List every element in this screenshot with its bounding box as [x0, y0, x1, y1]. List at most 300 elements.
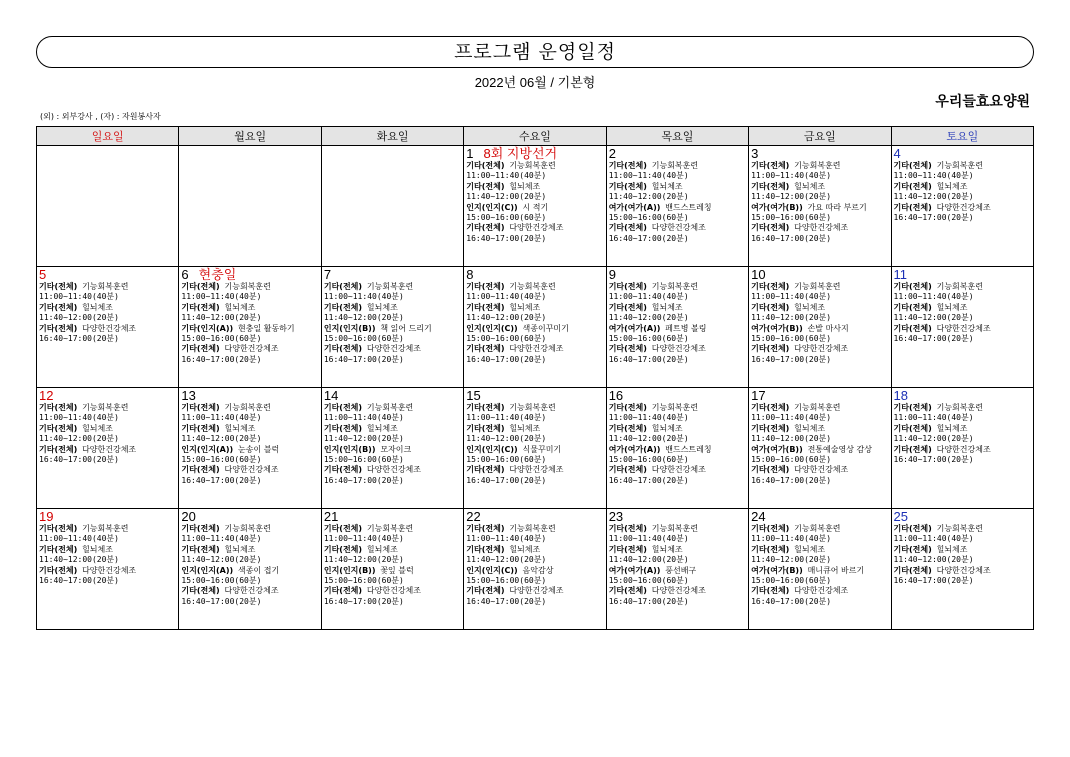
- program-category: 기타(전체): [39, 565, 78, 575]
- program-name: 다양한건강체조: [224, 344, 279, 354]
- program-entry: [609, 203, 746, 224]
- program-entry: [894, 161, 1031, 182]
- day-header: [324, 510, 461, 524]
- program-line: [609, 182, 746, 192]
- program-time: 11:00~11:40(40분): [39, 292, 119, 302]
- program-name: 모자이크: [380, 444, 412, 454]
- program-time: 16:40~17:00(20분): [466, 354, 547, 364]
- program-entry: [324, 545, 461, 566]
- program-name: 기능회복훈련: [936, 282, 983, 291]
- program-entry: [324, 282, 461, 303]
- calendar-day-cell: [37, 146, 179, 267]
- program-entry: [894, 182, 1031, 203]
- program-entry: [466, 586, 603, 607]
- program-category: 기타(전체): [608, 181, 647, 191]
- program-entry: [181, 303, 318, 324]
- program-category: 기타(전체): [466, 161, 505, 170]
- program-line: [39, 424, 176, 434]
- program-category: 기타(전체): [181, 423, 220, 433]
- program-time: 15:00~16:00(60분): [608, 576, 689, 586]
- calendar-day-cell: [37, 267, 179, 388]
- program-entry: [609, 403, 746, 424]
- program-line: [751, 566, 888, 576]
- program-name: 힐뇌체조: [651, 181, 683, 191]
- program-entry: [466, 545, 603, 566]
- program-name: 시 적기: [522, 202, 549, 212]
- program-line: [466, 586, 603, 596]
- calendar-day-cell: [179, 509, 321, 630]
- program-line: [181, 465, 318, 475]
- program-time: 11:00~11:40(40분): [39, 534, 119, 544]
- program-time: 11:40~12:00(20분): [893, 434, 974, 444]
- program-line: [751, 445, 888, 455]
- program-category: 인지(인지(B)): [323, 565, 376, 575]
- program-entry: [751, 566, 888, 587]
- program-line: [466, 282, 603, 292]
- program-category: 기타(전체): [608, 423, 647, 433]
- program-entry: [181, 545, 318, 566]
- program-category: 기타(전체): [323, 524, 363, 533]
- program-name: 가요 따라 부르기: [807, 202, 867, 212]
- calendar-day-cell: [464, 267, 606, 388]
- program-time: 11:00~11:40(40분): [181, 413, 262, 423]
- program-category: 기타(전체): [323, 302, 363, 312]
- program-line: [894, 566, 1031, 576]
- program-line: [609, 403, 746, 413]
- program-time: 11:40~12:00(20분): [181, 555, 262, 565]
- day-number: 12: [39, 388, 54, 403]
- program-entry: [894, 303, 1031, 324]
- program-category: 기타(전체): [466, 423, 505, 433]
- program-category: 기타(전체): [893, 524, 932, 533]
- program-line: [181, 403, 318, 413]
- program-line: [609, 282, 746, 292]
- program-entry: [39, 303, 176, 324]
- program-category: 인지(인지(C)): [466, 323, 518, 333]
- program-name: 기능회복훈련: [651, 161, 699, 170]
- program-line: [324, 282, 461, 292]
- program-category: 기타(전체): [608, 344, 647, 354]
- program-time: 11:00~11:40(40분): [893, 534, 974, 544]
- program-time: 15:00~16:00(60분): [751, 576, 832, 586]
- program-line: [181, 324, 318, 334]
- program-time: 15:00~16:00(60분): [466, 455, 547, 465]
- day-header: [751, 268, 888, 282]
- program-time: 11:40~12:00(20분): [893, 555, 974, 565]
- day-number: 25: [893, 509, 908, 524]
- program-category: 기타(전체): [39, 282, 78, 291]
- program-name: 손발 마사지: [807, 323, 849, 333]
- calendar-day-cell: [891, 509, 1033, 630]
- program-line: [751, 282, 888, 292]
- program-category: 기타(전체): [181, 403, 220, 412]
- program-name: 힐뇌체조: [936, 302, 968, 312]
- program-entry: [324, 445, 461, 466]
- program-line: [466, 324, 603, 334]
- program-name: 다양한건강체조: [651, 586, 706, 596]
- program-line: [181, 445, 318, 455]
- program-name: 기능회복훈련: [366, 282, 414, 291]
- program-category: 기타(전체): [751, 586, 790, 596]
- program-name: 다양한건강체조: [509, 465, 564, 475]
- calendar-day-cell: [891, 388, 1033, 509]
- program-name: 힐뇌체조: [509, 181, 541, 191]
- program-line: [324, 403, 461, 413]
- program-time: 16:40~17:00(20분): [323, 596, 404, 606]
- calendar-day-cell: [321, 509, 463, 630]
- program-time: 11:00~11:40(40분): [466, 171, 547, 181]
- program-category: 여가(여가(B)): [751, 202, 803, 212]
- program-category: 기타(전체): [323, 465, 363, 475]
- calendar-day-cell: [37, 388, 179, 509]
- program-name: 힐뇌체조: [936, 423, 968, 433]
- program-time: 11:00~11:40(40분): [323, 292, 404, 302]
- day-number: 6: [181, 267, 189, 282]
- program-category: 여가(여가(B)): [751, 444, 803, 454]
- program-entry: [751, 203, 888, 224]
- program-entry: [324, 524, 461, 545]
- program-time: 15:00~16:00(60분): [181, 334, 262, 344]
- program-time: 11:40~12:00(20분): [608, 434, 689, 444]
- calendar-day-cell: [749, 146, 891, 267]
- program-entry: [181, 324, 318, 345]
- program-name: 눈송이 블럭: [237, 444, 280, 454]
- calendar-day-cell: [606, 146, 748, 267]
- program-category: 기타(전체): [39, 423, 78, 433]
- calendar-day-cell: [464, 509, 606, 630]
- program-time: 11:00~11:40(40분): [181, 292, 262, 302]
- program-entry: [609, 282, 746, 303]
- program-category: 기타(전체): [181, 465, 220, 475]
- program-line: [894, 161, 1031, 171]
- program-entry: [751, 282, 888, 303]
- day-number: 14: [323, 388, 339, 403]
- program-time: 11:00~11:40(40분): [323, 413, 404, 423]
- program-name: 다양한건강체조: [224, 586, 279, 596]
- program-name: 기능회복훈련: [794, 403, 841, 412]
- program-entry: [751, 445, 888, 466]
- program-name: 식물꾸미기: [522, 444, 562, 454]
- program-name: 기능회복훈련: [936, 161, 983, 170]
- program-name: 음악감상: [522, 565, 554, 575]
- program-time: 11:40~12:00(20분): [751, 434, 832, 444]
- program-line: [324, 424, 461, 434]
- program-line: [466, 566, 603, 576]
- program-line: [609, 303, 746, 313]
- program-category: 기타(전체): [893, 202, 932, 212]
- program-category: 기타(전체): [751, 181, 790, 191]
- program-line: [894, 403, 1031, 413]
- program-entry: [894, 424, 1031, 445]
- program-entry: [894, 403, 1031, 424]
- program-time: 15:00~16:00(60분): [751, 455, 832, 465]
- day-header: [39, 510, 176, 524]
- program-line: [466, 303, 603, 313]
- program-name: 힐뇌체조: [509, 544, 541, 554]
- program-name: 매니큐어 바르기: [807, 565, 865, 575]
- program-line: [466, 203, 603, 213]
- program-entry: [39, 524, 176, 545]
- program-category: 기타(전체): [323, 544, 363, 554]
- program-time: 11:00~11:40(40분): [608, 171, 689, 181]
- program-line: [609, 424, 746, 434]
- program-time: 11:40~12:00(20분): [608, 192, 689, 202]
- program-entry: [751, 403, 888, 424]
- program-time: 11:40~12:00(20분): [893, 313, 974, 323]
- program-category: 기타(인지(A)): [181, 323, 234, 333]
- program-entry: [894, 203, 1031, 224]
- program-name: 힐뇌체조: [794, 544, 826, 554]
- program-time: 16:40~17:00(20분): [893, 213, 974, 223]
- day-number: 16: [608, 388, 624, 403]
- program-time: 15:00~16:00(60분): [323, 576, 404, 586]
- program-entry: [609, 303, 746, 324]
- program-entry: [609, 445, 746, 466]
- weekday-header-friday: 금요일: [749, 127, 891, 146]
- program-name: 다양한건강체조: [936, 202, 991, 212]
- program-time: 15:00~16:00(60분): [181, 576, 262, 586]
- title-banner: [36, 36, 1034, 68]
- program-category: 기타(전체): [181, 586, 220, 596]
- program-line: [466, 223, 603, 233]
- program-line: [324, 545, 461, 555]
- program-line: [894, 182, 1031, 192]
- program-line: [609, 324, 746, 334]
- program-category: 기타(전체): [751, 223, 790, 233]
- program-entry: [466, 282, 603, 303]
- program-entry: [39, 282, 176, 303]
- program-line: [39, 524, 176, 534]
- program-name: 다양한건강체조: [509, 223, 564, 233]
- page-subtitle: 2022년 06월 / 기본형: [474, 75, 596, 90]
- program-entry: [181, 445, 318, 466]
- program-time: 16:40~17:00(20분): [893, 455, 974, 465]
- program-time: 11:00~11:40(40분): [466, 413, 547, 423]
- program-entry: [466, 566, 603, 587]
- program-time: 16:40~17:00(20분): [893, 334, 974, 344]
- program-time: 11:40~12:00(20분): [181, 313, 262, 323]
- program-name: 기능회복훈련: [651, 282, 699, 291]
- program-time: 16:40~17:00(20분): [751, 475, 832, 485]
- program-name: 기능회복훈련: [794, 161, 841, 170]
- program-time: 16:40~17:00(20분): [751, 596, 832, 606]
- program-category: 기타(전체): [466, 181, 505, 191]
- program-line: [181, 586, 318, 596]
- program-line: [609, 203, 746, 213]
- day-header: [39, 268, 176, 282]
- program-category: 기타(전체): [181, 282, 220, 291]
- program-entry: [894, 282, 1031, 303]
- program-category: 기타(전체): [608, 465, 647, 475]
- program-name: 기능회복훈련: [82, 524, 129, 533]
- program-line: [324, 344, 461, 354]
- program-line: [39, 324, 176, 334]
- program-line: [39, 445, 176, 455]
- day-header: [466, 268, 603, 282]
- program-entry: [751, 303, 888, 324]
- day-header: [751, 147, 888, 161]
- program-line: [466, 182, 603, 192]
- program-time: 16:40~17:00(20분): [323, 475, 404, 485]
- program-line: [466, 465, 603, 475]
- program-category: 기타(전체): [893, 323, 932, 333]
- program-entry: [751, 161, 888, 182]
- program-line: [751, 424, 888, 434]
- day-header: [181, 510, 318, 524]
- program-name: 기능회복훈련: [936, 524, 983, 533]
- program-name: 기능회복훈련: [82, 282, 129, 291]
- weekday-header-sunday: 일요일: [37, 127, 179, 146]
- program-entry: [609, 223, 746, 244]
- program-line: [39, 282, 176, 292]
- program-time: 11:40~12:00(20분): [751, 192, 832, 202]
- program-name: 힐뇌체조: [794, 423, 826, 433]
- program-line: [324, 465, 461, 475]
- program-line: [894, 282, 1031, 292]
- program-name: 기능회복훈련: [509, 161, 556, 170]
- program-name: 기능회복훈련: [651, 403, 699, 412]
- program-entry: [751, 465, 888, 486]
- program-time: 11:00~11:40(40분): [608, 534, 689, 544]
- program-category: 기타(전체): [608, 302, 647, 312]
- legend-note: (외) : 외부강사 , (자) : 자원봉사자: [40, 112, 161, 121]
- program-name: 힐뇌체조: [651, 302, 683, 312]
- program-entry: [751, 424, 888, 445]
- program-line: [466, 545, 603, 555]
- program-name: 힐뇌체조: [509, 302, 541, 312]
- program-time: 15:00~16:00(60분): [608, 213, 689, 223]
- program-name: 힐뇌체조: [794, 181, 826, 191]
- program-category: 기타(전체): [323, 403, 363, 412]
- program-name: 다양한건강체조: [936, 565, 991, 575]
- program-line: [751, 161, 888, 171]
- program-line: [751, 324, 888, 334]
- program-line: [39, 566, 176, 576]
- program-time: 15:00~16:00(60분): [608, 455, 689, 465]
- program-name: 힐뇌체조: [651, 544, 683, 554]
- day-header: [751, 510, 888, 524]
- calendar-day-cell: [321, 388, 463, 509]
- program-entry: [751, 344, 888, 365]
- program-entry: [466, 524, 603, 545]
- program-category: 기타(전체): [893, 544, 932, 554]
- program-category: 기타(전체): [466, 586, 505, 596]
- day-header: [466, 510, 603, 524]
- calendar-day-cell: [606, 509, 748, 630]
- program-line: [894, 424, 1031, 434]
- calendar-body: [37, 146, 1034, 630]
- day-header: [39, 389, 176, 403]
- calendar-week-row: [37, 388, 1034, 509]
- program-line: [39, 403, 176, 413]
- program-name: 다양한건강체조: [366, 465, 422, 475]
- program-category: 기타(전체): [893, 282, 932, 291]
- program-time: 16:40~17:00(20분): [39, 576, 119, 586]
- program-time: 15:00~16:00(60분): [466, 213, 547, 223]
- calendar-table: [36, 126, 1034, 630]
- program-entry: [466, 303, 603, 324]
- program-category: 기타(전체): [893, 181, 932, 191]
- program-name: 현충일 활동하기: [237, 323, 295, 333]
- program-category: 기타(전체): [181, 344, 220, 354]
- program-line: [751, 182, 888, 192]
- day-header: [181, 389, 318, 403]
- program-time: 11:40~12:00(20분): [181, 434, 262, 444]
- program-entry: [609, 161, 746, 182]
- program-category: 기타(전체): [39, 403, 78, 412]
- program-time: 11:00~11:40(40분): [893, 171, 974, 181]
- weekday-header-row: [37, 127, 1034, 146]
- program-name: 힐뇌체조: [794, 302, 826, 312]
- program-name: 책 읽어 드리기: [380, 323, 432, 333]
- program-entry: [39, 424, 176, 445]
- program-time: 11:40~12:00(20분): [466, 434, 547, 444]
- program-line: [894, 203, 1031, 213]
- day-number: 13: [181, 388, 196, 403]
- program-name: 다양한건강체조: [651, 465, 706, 475]
- day-number: 21: [323, 509, 339, 524]
- program-category: 기타(전체): [893, 565, 932, 575]
- program-time: 11:00~11:40(40분): [608, 292, 689, 302]
- day-header: [609, 147, 746, 161]
- program-time: 15:00~16:00(60분): [181, 455, 262, 465]
- calendar-day-cell: [464, 146, 606, 267]
- program-category: 기타(전체): [751, 403, 790, 412]
- day-number: 7: [323, 267, 332, 282]
- program-name: 다양한건강체조: [794, 344, 849, 354]
- program-entry: [39, 545, 176, 566]
- program-time: 16:40~17:00(20분): [39, 455, 119, 465]
- day-number: 3: [751, 146, 759, 161]
- program-time: 15:00~16:00(60분): [466, 334, 547, 344]
- program-name: 기능회복훈련: [936, 403, 983, 412]
- program-line: [466, 344, 603, 354]
- program-entry: [324, 566, 461, 587]
- day-header: [609, 268, 746, 282]
- program-name: 기능회복훈련: [82, 403, 129, 412]
- program-entry: [609, 566, 746, 587]
- organization-name: 우리들효요양원: [935, 94, 1030, 110]
- program-line: [466, 424, 603, 434]
- program-category: 인지(인지(C)): [466, 444, 518, 454]
- program-category: 기타(전체): [323, 282, 363, 291]
- holiday-note: 현충일: [198, 267, 237, 282]
- program-time: 16:40~17:00(20분): [751, 233, 832, 243]
- program-category: 기타(전체): [181, 544, 220, 554]
- program-entry: [181, 282, 318, 303]
- program-line: [609, 524, 746, 534]
- day-number: 19: [39, 509, 54, 524]
- calendar-day-cell: [179, 388, 321, 509]
- program-name: 힐뇌체조: [366, 302, 398, 312]
- program-line: [609, 545, 746, 555]
- day-number: 23: [608, 509, 624, 524]
- program-entry: [324, 344, 461, 365]
- calendar-week-row: [37, 267, 1034, 388]
- program-category: 기타(전체): [893, 403, 932, 412]
- program-line: [751, 545, 888, 555]
- calendar-day-cell: [749, 388, 891, 509]
- program-time: 16:40~17:00(20분): [751, 354, 832, 364]
- program-name: 힐뇌체조: [366, 544, 398, 554]
- day-header: [894, 389, 1031, 403]
- program-entry: [894, 524, 1031, 545]
- program-line: [894, 303, 1031, 313]
- program-entry: [181, 465, 318, 486]
- program-name: 밴드스트레칭: [665, 444, 712, 454]
- program-entry: [609, 545, 746, 566]
- program-line: [609, 566, 746, 576]
